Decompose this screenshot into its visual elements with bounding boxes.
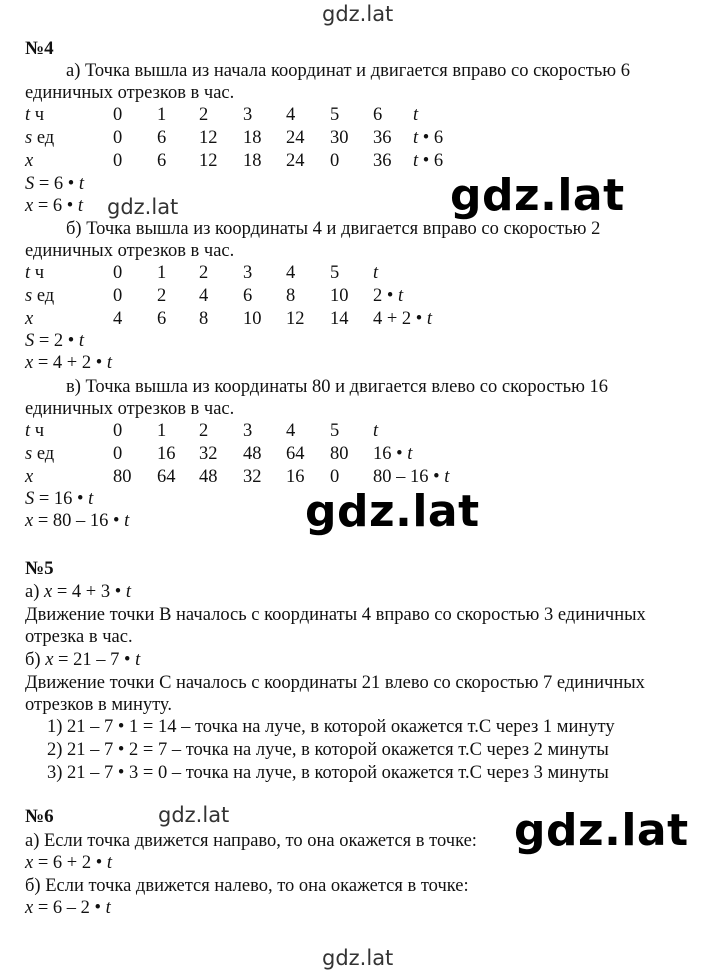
watermark-top: gdz.lat — [322, 2, 394, 26]
row-label: t ч — [25, 421, 45, 441]
p5-b-desc1: Движение точки С началось с координаты 21 влево со скоростью 7 единичных — [25, 673, 645, 693]
table-cell: 6 — [157, 309, 167, 329]
row-label: t ч — [25, 263, 45, 283]
p4c-line1: в) Точка вышла из координаты 80 и двигается влево со скоростью 16 — [66, 377, 609, 397]
table-cell: 18 — [243, 151, 262, 171]
table-cell: 16 — [157, 444, 176, 464]
problem-5-title: №5 — [25, 558, 54, 579]
p5-b-desc2: отрезков в минуту. — [25, 695, 172, 715]
table-cell: 8 — [199, 309, 209, 329]
table-cell: 4 — [286, 105, 296, 125]
table-cell: 24 — [286, 151, 305, 171]
table-cell: 4 — [199, 286, 209, 306]
table-cell: 0 — [330, 467, 340, 487]
problem-6-title: №6 — [25, 806, 54, 827]
table-cell: 48 — [199, 467, 218, 487]
table-cell: 18 — [243, 128, 262, 148]
table-cell: 2 — [199, 263, 209, 283]
table-cell: 32 — [199, 444, 218, 464]
p4c-formula-s: S = 16 • t — [25, 489, 94, 509]
row-label: x — [25, 467, 34, 487]
table-cell: 1 — [157, 105, 167, 125]
table-cell: 16 • t — [373, 444, 413, 464]
table-cell: 10 — [330, 286, 349, 306]
table-cell: 0 — [113, 286, 123, 306]
table-cell: 5 — [330, 263, 340, 283]
row-label: x — [25, 309, 34, 329]
table-cell: 0 — [113, 263, 123, 283]
watermark-inline: gdz.lat — [107, 195, 179, 219]
watermark-big-2: gdz.lat — [305, 486, 480, 537]
table-cell: 12 — [199, 151, 218, 171]
table-cell: 14 — [330, 309, 349, 329]
table-cell: 3 — [243, 421, 253, 441]
watermark-small-3: gdz.lat — [158, 803, 230, 827]
watermark-big-1: gdz.lat — [450, 170, 625, 221]
table-cell: 48 — [243, 444, 262, 464]
table-cell: 4 + 2 • t — [373, 309, 433, 329]
watermark-big-3: gdz.lat — [514, 805, 689, 856]
p6-b-formula: x = 6 – 2 • t — [25, 898, 111, 918]
table-cell: 2 — [157, 286, 167, 306]
row-label: t ч — [25, 105, 45, 125]
row-label: s ед — [25, 444, 55, 464]
row-label: s ед — [25, 128, 55, 148]
table-cell: 12 — [286, 309, 305, 329]
row-label: x — [25, 151, 34, 171]
p5-item-1: 1) 21 – 7 • 1 = 14 – точка на луче, в которой окажется т.С через 1 минуту — [47, 717, 615, 737]
table-cell: 12 — [199, 128, 218, 148]
watermark-bottom: gdz.lat — [322, 946, 394, 970]
table-cell: t • 6 — [413, 128, 444, 148]
problem-4-title: №4 — [25, 38, 54, 59]
p6-a: а) Если точка движется направо, то она окажется в точке: — [25, 831, 477, 851]
table-cell: 32 — [243, 467, 262, 487]
table-cell: 5 — [330, 105, 340, 125]
table-cell: 10 — [243, 309, 262, 329]
table-cell: 6 — [157, 128, 167, 148]
p5-a-desc1: Движение точки В началось с координаты 4 вправо со скоростью 3 единичных — [25, 605, 646, 625]
p4a-line2: единичных отрезков в час. — [25, 83, 235, 103]
table-cell: 80 — [113, 467, 132, 487]
table-cell: 6 — [243, 286, 253, 306]
table-cell: t • 6 — [413, 151, 444, 171]
table-cell: 8 — [286, 286, 296, 306]
table-cell: 0 — [113, 151, 123, 171]
p5-a-formula: а) x = 4 + 3 • t — [25, 582, 131, 602]
table-cell: 3 — [243, 263, 253, 283]
table-cell: 4 — [113, 309, 123, 329]
p4b-line2: единичных отрезков в час. — [25, 241, 235, 261]
table-cell: t — [413, 105, 419, 125]
p4b-line1: б) Точка вышла из координаты 4 и двигается вправо со скоростью 2 — [66, 219, 601, 239]
table-cell: 64 — [286, 444, 305, 464]
p5-b-formula: б) x = 21 – 7 • t — [25, 650, 141, 670]
table-cell: 6 — [157, 151, 167, 171]
table-cell: 4 — [286, 421, 296, 441]
table-cell: 30 — [330, 128, 349, 148]
table-cell: 3 — [243, 105, 253, 125]
p5-a-desc2: отрезка в час. — [25, 627, 133, 647]
p5-item-3: 3) 21 – 7 • 3 = 0 – точка на луче, в которой окажется т.С через 3 минуты — [47, 763, 609, 783]
table-cell: t — [373, 263, 379, 283]
table-cell: 0 — [113, 105, 123, 125]
p6-a-formula: x = 6 + 2 • t — [25, 853, 112, 873]
table-cell: 80 – 16 • t — [373, 467, 450, 487]
p4a-formula-s: S = 6 • t — [25, 174, 85, 194]
table-cell: 0 — [113, 421, 123, 441]
table-cell: 5 — [330, 421, 340, 441]
table-cell: 16 — [286, 467, 305, 487]
p4b-formula-x: x = 4 + 2 • t — [25, 353, 112, 373]
table-cell: 2 — [199, 105, 209, 125]
p4c-line2: единичных отрезков в час. — [25, 399, 235, 419]
p5-item-2: 2) 21 – 7 • 2 = 7 – точка на луче, в которой окажется т.С через 2 минуты — [47, 740, 609, 760]
table-cell: 64 — [157, 467, 176, 487]
table-cell: 4 — [286, 263, 296, 283]
table-cell: t — [373, 421, 379, 441]
table-cell: 0 — [113, 128, 123, 148]
table-cell: 80 — [330, 444, 349, 464]
table-cell: 36 — [373, 151, 392, 171]
table-cell: 6 — [373, 105, 383, 125]
table-cell: 1 — [157, 263, 167, 283]
table-cell: 36 — [373, 128, 392, 148]
table-cell: 0 — [330, 151, 340, 171]
p4a-line1: а) Точка вышла из начала координат и двигается вправо со скоростью 6 — [66, 61, 630, 81]
p6-b: б) Если точка движется налево, то она окажется в точке: — [25, 876, 469, 896]
p4b-formula-s: S = 2 • t — [25, 331, 85, 351]
table-cell: 2 • t — [373, 286, 404, 306]
row-label: s ед — [25, 286, 55, 306]
p4c-formula-x: x = 80 – 16 • t — [25, 511, 130, 531]
table-cell: 0 — [113, 444, 123, 464]
p4a-formula-x: x = 6 • t — [25, 196, 84, 216]
table-cell: 1 — [157, 421, 167, 441]
table-cell: 24 — [286, 128, 305, 148]
table-cell: 2 — [199, 421, 209, 441]
